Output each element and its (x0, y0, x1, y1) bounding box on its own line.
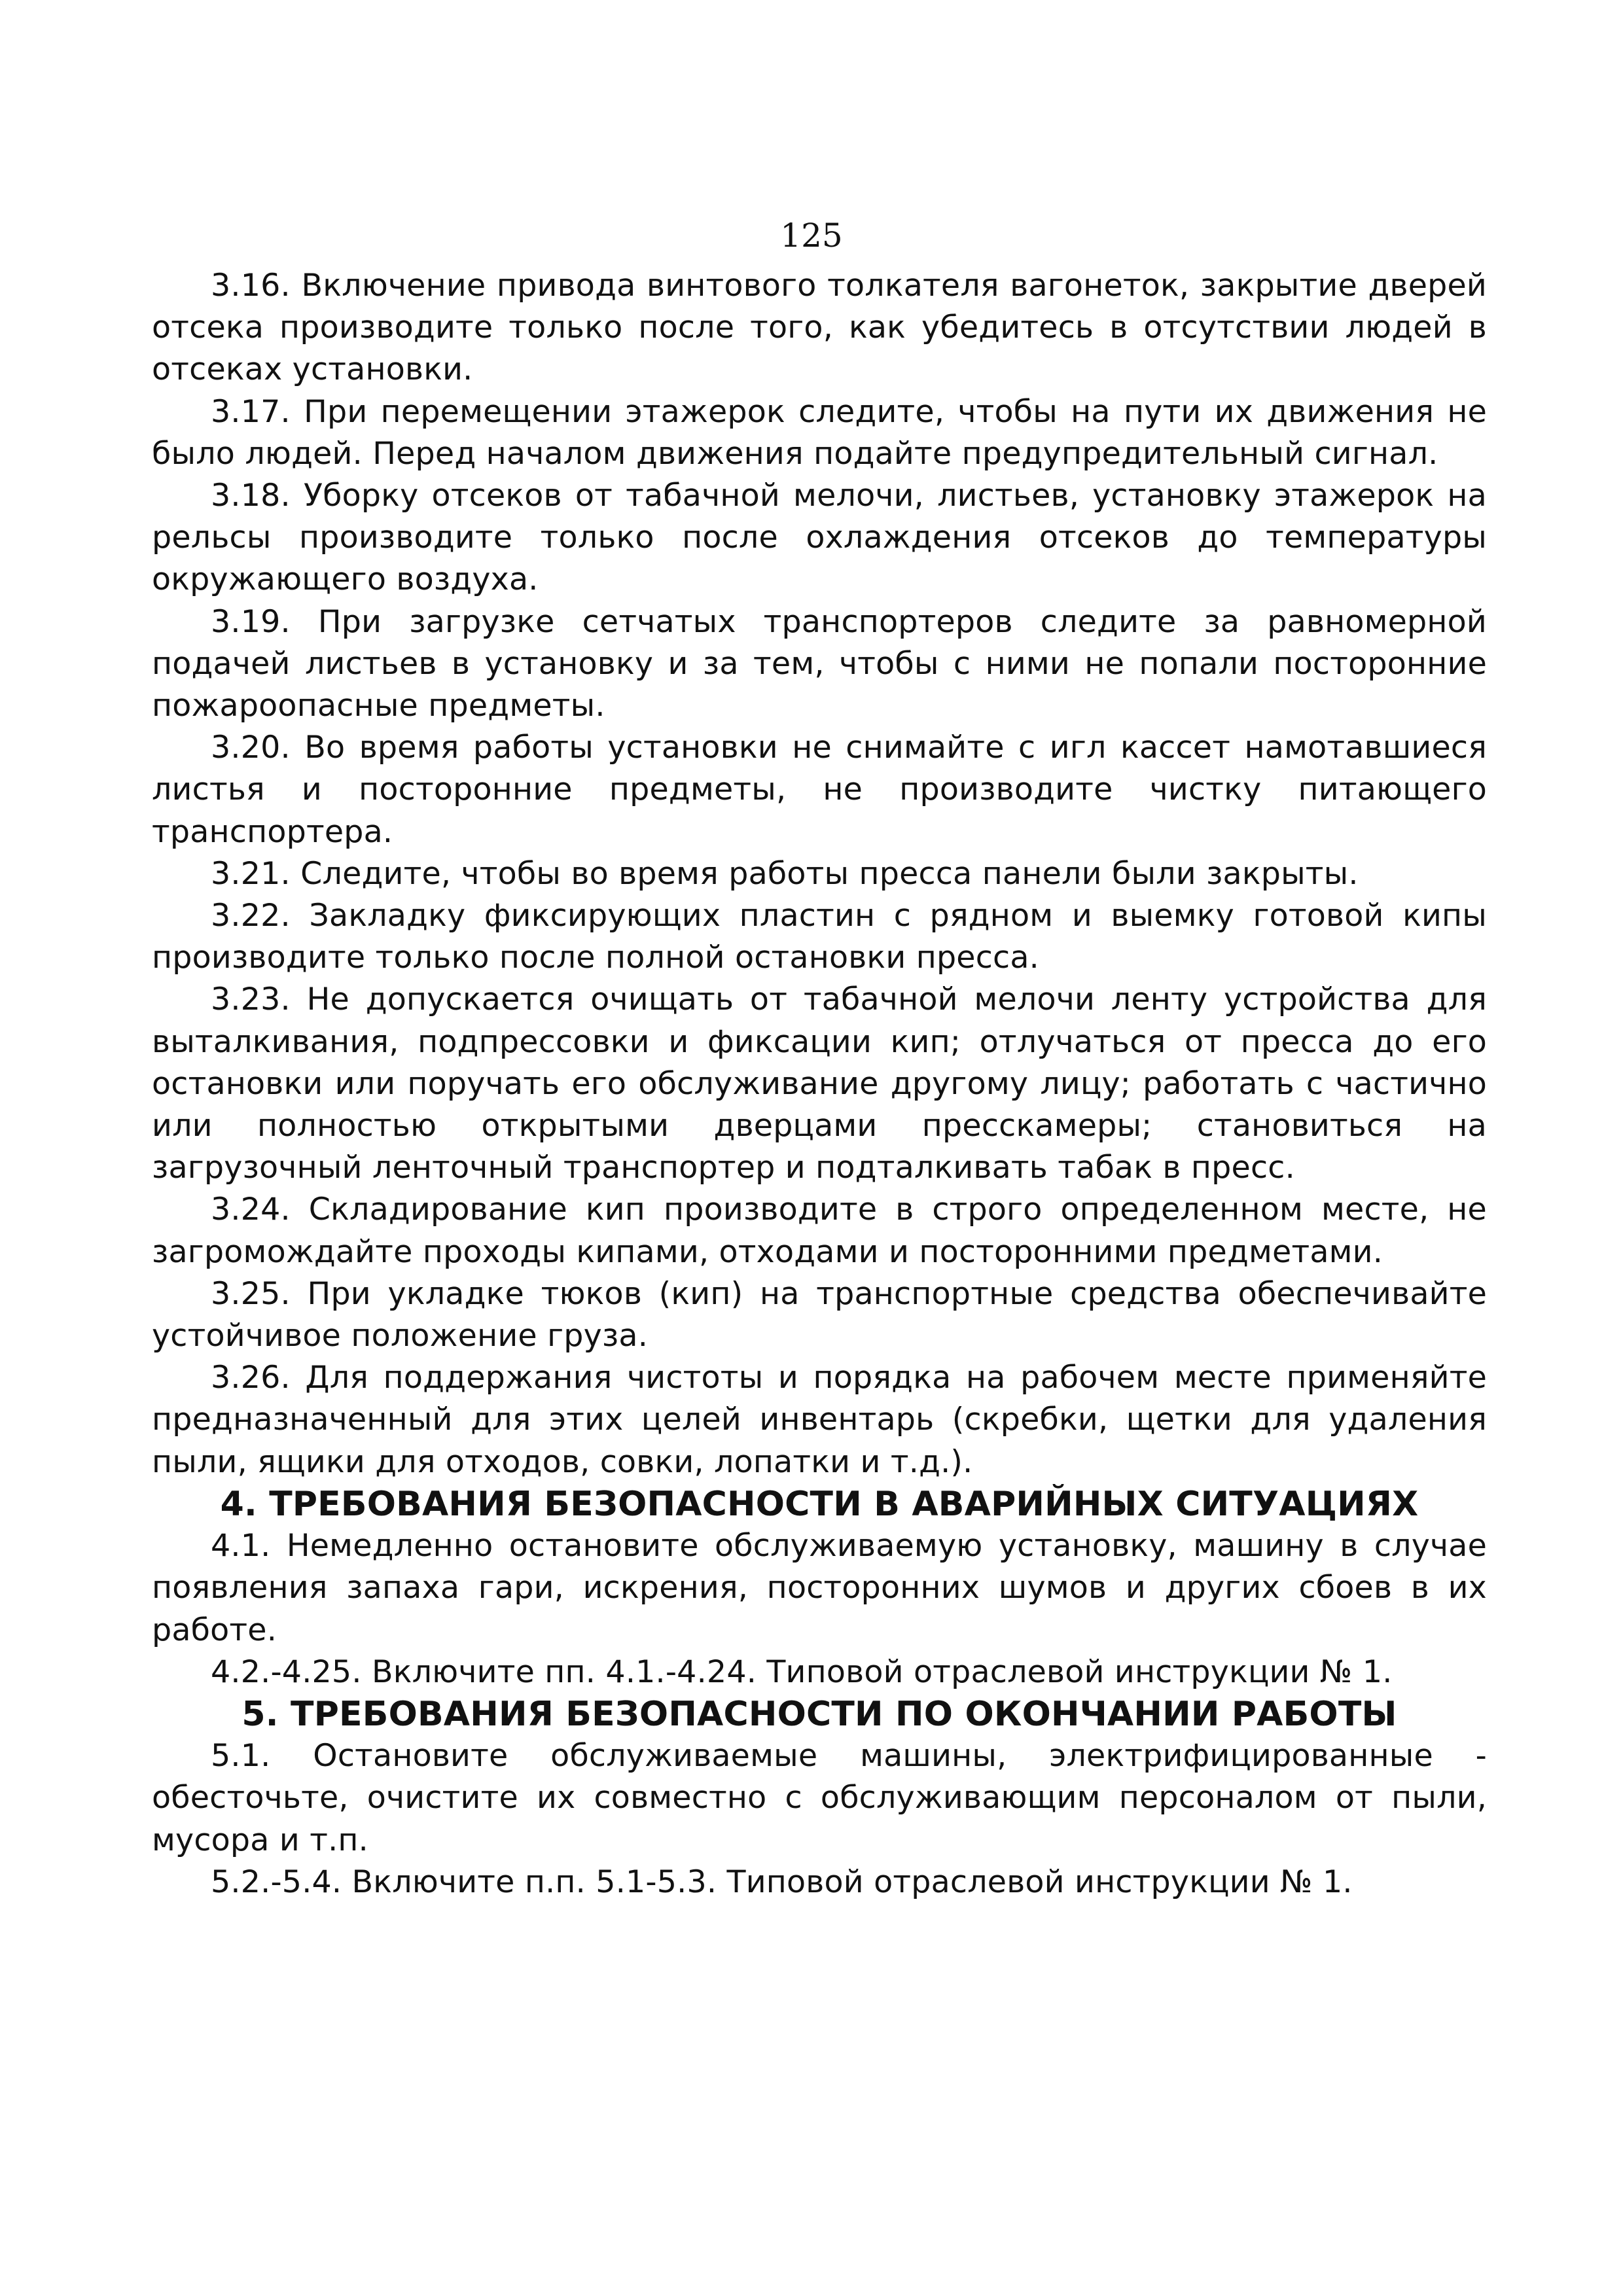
section-heading-5: 5. ТРЕБОВАНИЯ БЕЗОПАСНОСТИ ПО ОКОНЧАНИИ РАБОТЫ (241, 1694, 1397, 1734)
section-heading-4: 4. ТРЕБОВАНИЯ БЕЗОПАСНОСТИ В АВАРИЙНЫХ СИТУАЦИЯХ (220, 1484, 1419, 1524)
paragraph-5-1: 5.1. Остановите обслуживаемые машины, электрифицированные - обесточьте, очистите их совместно с обслуживающим персоналом от пыли, мусора и т.п. (152, 1738, 1487, 1858)
paragraph-3-17: 3.17. При перемещении этажерок следите, чтобы на пути их движения не было людей. Перед началом движения подайте предупредительный сигнал. (152, 393, 1487, 472)
document-body (152, 265, 1487, 1903)
paragraph-3-20: 3.20. Во время работы установки не снимайте с игл кассет намотавшиеся листья и посторонние предметы, не производите чистку питающего транспортера. (152, 730, 1487, 850)
paragraph-3-16: 3.16. Включение привода винтового толкателя вагонеток, закрытие дверей отсека производите только после того, как убедитесь в отсутствии людей в отсеках установки. (152, 268, 1487, 388)
paragraph-5-2: 5.2.-5.4. Включите п.п. 5.1-5.3. Типовой отраслевой инструкции № 1. (211, 1863, 1353, 1900)
paragraph-3-25: 3.25. При укладке тюков (кип) на транспортные средства обеспечивайте устойчивое положение груза. (152, 1275, 1487, 1354)
paragraph-3-23: 3.23. Не допускается очищать от табачной мелочи ленту устройства для выталкивания, подпрессовки и фиксации кип; отлучаться от пресса до его остановки или поручать его обслуживание другому лицу; работать с частично или полностью открытыми дверцами пресскамеры; становиться на загрузочный ленточный транспортер и подталкивать табак в пресс. (152, 981, 1487, 1186)
paragraph-3-26: 3.26. Для поддержания чистоты и порядка на рабочем месте применяйте предназначенный для этих целей инвентарь (скребки, щетки для удаления пыли, ящики для отходов, совки, лопатки и т.д.). (152, 1360, 1487, 1480)
paragraph-3-22: 3.22. Закладку фиксирующих пластин с рядном и выемку готовой кипы производите только после полной остановки пресса. (152, 898, 1487, 976)
paragraph-3-21: 3.21. Следите, чтобы во время работы пресса панели были закрыты. (211, 855, 1359, 892)
paragraph-3-18: 3.18. Уборку отсеков от табачной мелочи, листьев, установку этажерок на рельсы производите только после охлаждения отсеков до температуры окружающего воздуха. (152, 478, 1487, 598)
page-number: 125 (780, 217, 843, 255)
paragraph-4-1: 4.1. Немедленно остановите обслуживаемую установку, машину в случае появления запаха гари, искрения, посторонних шумов и других сбоев в их работе. (152, 1528, 1487, 1648)
paragraph-4-2: 4.2.-4.25. Включите пп. 4.1.-4.24. Типовой отраслевой инструкции № 1. (211, 1653, 1393, 1690)
paragraph-3-24: 3.24. Складирование кип производите в строго определенном месте, не загромождайте проходы кипами, отходами и посторонними предметами. (152, 1192, 1487, 1270)
paragraph-3-19: 3.19. При загрузке сетчатых транспортеров следите за равномерной подачей листьев в установку и за тем, чтобы с ними не попали посторонние пожароопасные предметы. (152, 603, 1487, 724)
